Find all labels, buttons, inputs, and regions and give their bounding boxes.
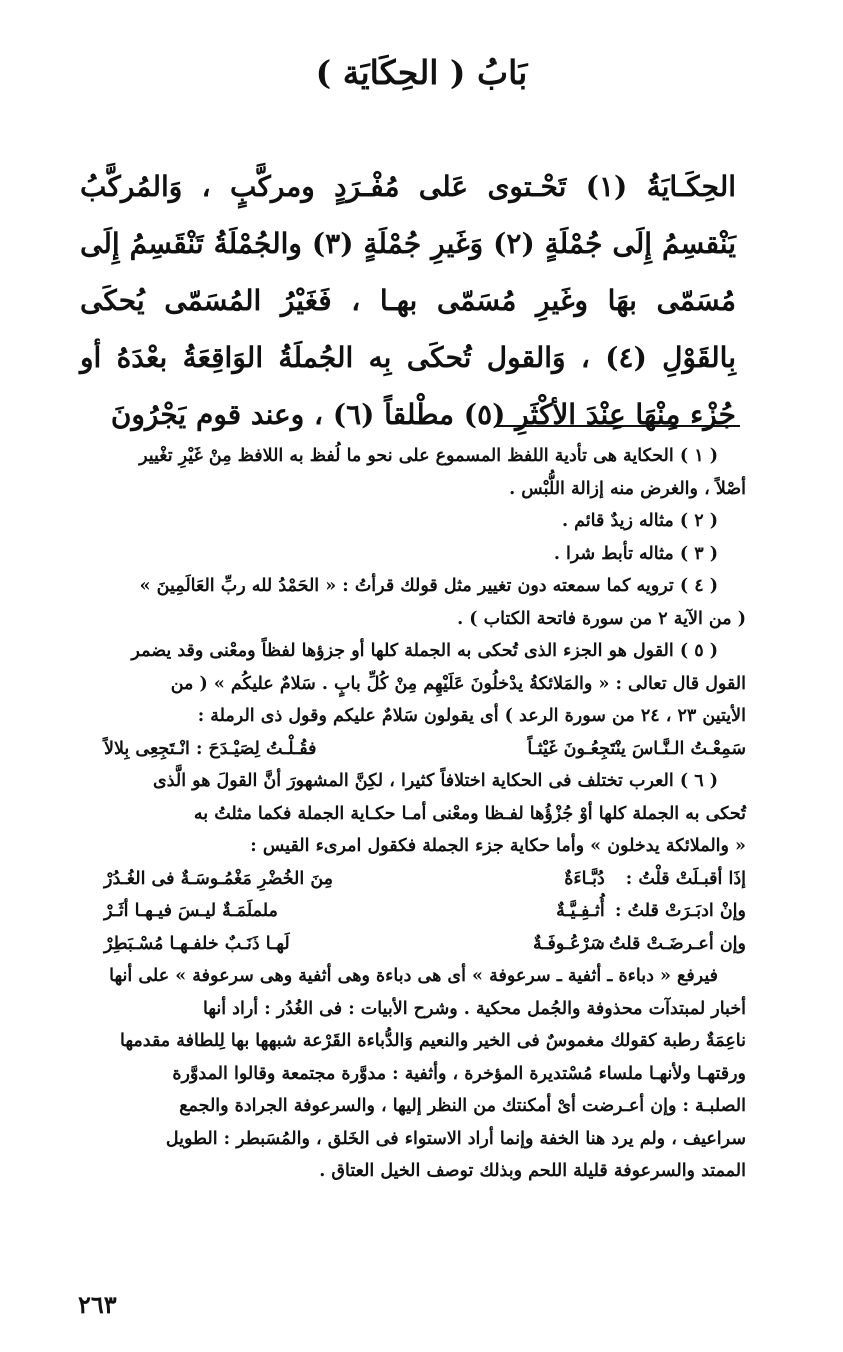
footnotes-section xyxy=(104,440,746,1188)
footnote-2: ( ٢ ) مثاله زيدٌ قائم . xyxy=(561,511,718,531)
poem-cell: أُثـفِـيَّـةٌ xyxy=(556,901,605,921)
footnote-3: ( ٣ ) مثاله تأبط شرا . xyxy=(553,543,718,564)
poem-cell: سَرْعُـوفَـةٌ xyxy=(532,933,605,954)
footnote-6-line-1: ( ٦ ) العرب تختلف فى الحكاية اختلافاً كثيرا ، لكِنَّ المشهورَ أنَّ القولَ هو الَّذى xyxy=(153,771,718,791)
verse-second-hemistich: فقُـلْـتُ لِصَيْـدَحَ : انْـتَجِعِى بِلالاً xyxy=(104,738,317,759)
poem-cell: دُبَّـاءَةٌ xyxy=(564,868,605,889)
footnote-6-line-5: أخبار لمبتدآت محذوفة والجُمل محكية . وشرح الأبيات : فى الغُدُر : أراد أنها xyxy=(202,998,746,1019)
footnote-1-line-2: أصْلاً ، والغرض منه إزالة اللُّبْس . xyxy=(509,478,746,499)
poem-cell: ململَمَـةٌ ليـسَ فيـهـا أثَـرْ xyxy=(104,901,278,921)
footnote-5-line-1: ( ٥ ) القول هو الجزء الذى تُحكى به الجملة كلها أو جزؤها لفظاً ومعْنى وقد يضمر xyxy=(131,641,718,661)
footnote-separator xyxy=(495,425,740,427)
main-paragraph: الحِكَـايَةُ (١) تَحْـتوى عَلى مُفْـرَدٍ ومركَّبٍ ، وَالمُركَّبُ يَنْقسِمُ إِلَى جُمْلَةٍ (٢) وَغَيرِ جُمْلَةٍ (٣) والجُمْلَةُ تَنْقَسِمُ إِلَى مُسَمّى بهَا وغَيرِ مُسَمّى بهـا ، فَغَيْرُ المُسَمّى يُحكَى بِالقَوْلِ (٤) ، وَالقول تُحكَى بِه الجُملَةُ الوَاقِعَةُ بعْدَهُ أو جُزْء مِنْهَا عِنْدَ الأكْثَرِ (٥) مطْلقاً (٦) ، وعند قوم يَجْرُونَ xyxy=(80,170,737,431)
footnote-6-line-8: الصلبـة : وإن أعـرضت أىْ أمكنتك من النظر إليها ، والسرعوفة الجرادة والجمع xyxy=(179,1096,746,1116)
poem-line-2 xyxy=(104,895,746,928)
poem-line-3 xyxy=(104,928,746,961)
poem-cell: مِنَ الخُضْرِ مَغْمُـوسَـةٌ فى الغُـدُرْ xyxy=(104,868,334,889)
footnote-1-line-1: ( ١ ) الحكاية هى تأدية اللفظ المسموع على نحو ما لُفظ به اللافظ مِنْ غَيْرِ تغْيير xyxy=(139,446,718,466)
footnote-6-line-10: الممتد والسرعوفة قليلة اللحم وبذلك توصف الخيل العتاق . xyxy=(319,1161,746,1181)
verse-first-hemistich: سَمِعْـتُ الـنَّـاسَ ينْتَجِعُـونَ غَيْثـاً xyxy=(527,738,746,759)
footnote-6-line-7: ورقتهـا ولأنهـا ملساء مُسْتديرة المؤخرة ، وأثفية : مدوَّرة مجتمعة وقالوا المدوَّرة xyxy=(172,1063,746,1084)
footnote-5-verse xyxy=(104,733,746,766)
poem-cell: إذَا أقبـلَتْ قلْتُ : xyxy=(625,868,746,889)
poem-cell: وإنْ ادبَـرَتْ قلتُ : xyxy=(614,901,746,921)
poem-line-1 xyxy=(104,863,746,896)
footnote-6-line-6: ناعِمَةٌ رطبة كقولك مغموسٌ فى الخير والنعيم وَالدُّباءة القَرْعة شبهها بها لِلطافة مقدمها xyxy=(120,1031,746,1051)
page-number: ٢٦٣ xyxy=(78,1290,117,1319)
footnote-5-line-2: القول قال تعالى : « والمَلائكةُ يدْخلُونَ عَلَيْهِم مِنْ كُلِّ بابٍ . سَلامٌ عليكُم » ( من xyxy=(170,673,746,694)
footnote-4-line-2: ( من الآية ٢ من سورة فاتحة الكتاب ) . xyxy=(457,608,746,629)
footnote-6-line-9: سراعيف ، ولم يرد هنا الخفة وإنما أراد الاستواء فى الخَلق ، والمُسَبطر : الطويل xyxy=(165,1128,746,1149)
footnote-6-line-3: « والملائكة يدخلون » وأما حكاية جزء الجملة فكقول امرىء القيس : xyxy=(250,836,746,856)
poem-cell: لَهـا ذَنَـبٌ خلفـهـا مُسْـبَطِرْ xyxy=(104,933,290,954)
footnote-5-line-3: الأيتين ٢٣ ، ٢٤ من سورة الرعد ) أى يقولون سَلامٌ عليكم وقول ذى الرملة : xyxy=(197,706,746,726)
footnote-6-line-2: تُحكى به الجملة كلها أوْ جُزْؤُها لفـظا ومعْنى أمـا حكـاية الجملة فكما مثلتُ به xyxy=(193,803,746,824)
footnote-4-line-1: ( ٤ ) ترويه كما سمعته دون تغيير مثل قولك قرأتُ : « الحَمْدُ لله ربِّ العَالَمِينَ » xyxy=(139,576,718,596)
footnote-6-line-4: فيرفع « دباءة ـ أثفية ـ سرعوفة » أى هى دباءة وهى أثفية وهى سرعوفة » على أنها xyxy=(109,966,718,986)
poem-cell: وإن أعـرضَـتْ قلتُ : xyxy=(596,933,746,954)
chapter-title: بَابُ ( الحِكَايَة ) xyxy=(315,53,528,92)
